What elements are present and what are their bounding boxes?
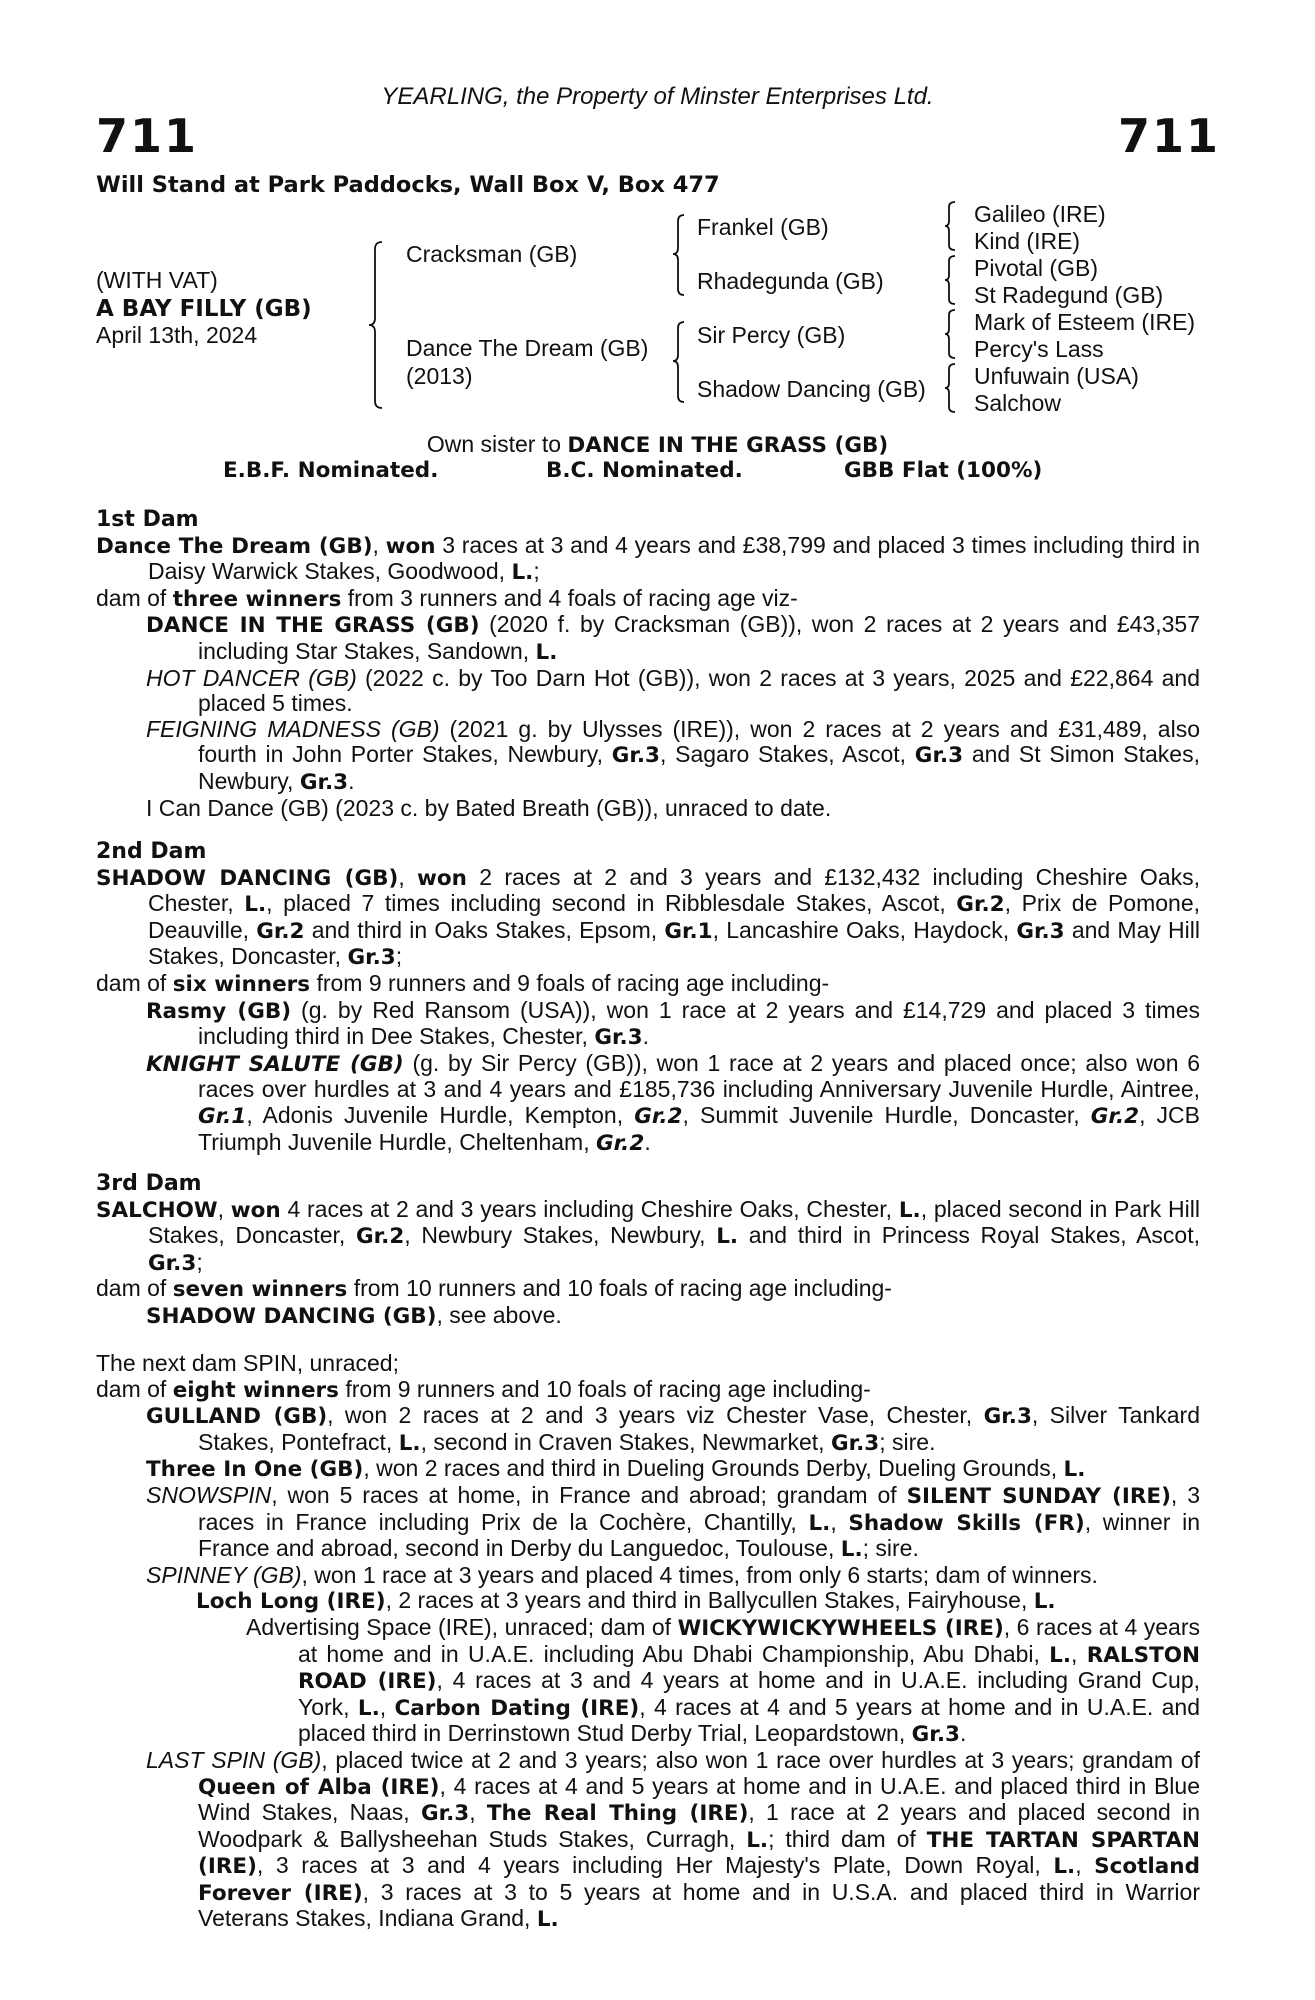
text: ; sire.	[862, 1535, 919, 1562]
grandproduce-entry	[96, 1588, 1200, 1615]
pedigree-dam-sire: Sir Percy (GB)	[697, 322, 846, 348]
text: .	[644, 1128, 651, 1155]
winners-count: three winners	[172, 586, 342, 612]
pedigree-bracket-g34	[944, 254, 958, 306]
second-dam-heading: 2nd Dam	[96, 839, 207, 864]
fourth-dam-section	[96, 1351, 1200, 1933]
won: won	[417, 865, 467, 891]
foaling-date: April 13th, 2024	[96, 322, 258, 348]
text: , won 2 races at 2 and 3 years viz Chester Vase, Chester,	[327, 1402, 984, 1429]
fourth-dam-intro: The next dam SPIN, unraced;	[96, 1350, 399, 1376]
stabling-info: Will Stand at Park Paddocks, Wall Box V, Box 477	[96, 172, 720, 198]
text: .	[348, 767, 355, 794]
text: and third in Princess Royal Stakes, Ascot,	[738, 1222, 1200, 1249]
listed-tag: L.	[511, 560, 534, 586]
own-sister-prefix: Own sister to	[426, 431, 568, 457]
descendant-name: RALSTON ROAD (IRE)	[298, 1642, 1201, 1695]
grade-tag: Gr.2	[596, 1130, 645, 1156]
pedigree-dam: Dance The Dream (GB)	[406, 335, 649, 361]
produce-name: HOT DANCER (GB)	[146, 664, 357, 691]
text: dam of	[96, 1275, 173, 1302]
grade-tag: Gr.3	[148, 1250, 197, 1276]
first-dam-name: Dance The Dream (GB)	[96, 533, 373, 559]
text: ; sire.	[879, 1428, 936, 1455]
descendant-name: Shadow Skills (FR)	[848, 1510, 1085, 1536]
grade-tag: Gr.3	[420, 1801, 470, 1827]
second-dam-name: SHADOW DANCING (GB)	[96, 865, 399, 891]
text: , Newbury Stakes, Newbury,	[404, 1222, 717, 1249]
text: , winner in France and abroad, second in Derby du Languedoc, Toulouse,	[198, 1508, 1200, 1562]
pedigree-sire: Cracksman (GB)	[406, 241, 578, 267]
produce-name: KNIGHT SALUTE (GB)	[146, 1051, 404, 1077]
text: , 4 races at 3 and 4 years at home and in U.A.E. including Grand Cup, York,	[298, 1667, 1200, 1720]
listed-tag: L.	[1033, 1589, 1056, 1615]
text: (2021 g. by Ulysses (IRE)), won 2 races at 2 years and £31,489, also fourth in John Porter Stakes, Newbury,	[198, 715, 1200, 768]
pedigree-bracket-sire	[672, 213, 688, 297]
text: , won 2 races and third in Dueling Grounds Derby, Dueling Grounds,	[363, 1455, 1064, 1482]
listed-tag: L.	[357, 1695, 380, 1721]
pedigree-bracket-g78	[944, 362, 958, 414]
pedigree-bracket-dam	[672, 320, 688, 404]
text: , Silver Tankard Stakes, Pontefract,	[198, 1402, 1200, 1455]
pedigree-bracket-g12	[944, 200, 958, 252]
first-dam-record: Dance The Dream (GB), won 3 races at 3 and 4 years and £38,799 and placed 3 times including third in Daisy Warwick Stakes, Goodwood, L.;	[96, 531, 1200, 586]
winners-count: seven winners	[172, 1277, 348, 1303]
text: , placed 7 times including second in Ribblesdale Stakes, Ascot,	[266, 890, 957, 917]
descendant-name: THE TARTAN SPARTAN (IRE)	[198, 1827, 1200, 1880]
text: dam of	[96, 584, 173, 611]
text: , won 1 race at 3 years and placed 4 times, from only 6 starts; dam of winners.	[301, 1561, 1098, 1588]
pedigree-bracket-main	[368, 240, 388, 410]
second-dam-record: SHADOW DANCING (GB), won 2 races at 2 and 3 years and £132,432 including Cheshire Oaks, Chester, L., placed 7 times including second in Ribblesdale Stakes, Ascot, Gr.2, Prix de Pomone, Deauville, Gr.2 and third in Oaks Stakes, Epsom, Gr.1, Lancashire Oaks, Haydock, Gr.3 and May Hill Stakes, Doncaster, Gr.3;	[96, 863, 1201, 971]
text: from 9 runners and 9 foals of racing age including-	[310, 969, 830, 996]
text: from 10 runners and 10 foals of racing age including-	[347, 1275, 892, 1302]
pedigree-g8: Salchow	[974, 390, 1061, 416]
pedigree-bracket-g56	[944, 308, 958, 360]
text: , Prix de Pomone, Deauville,	[148, 890, 1201, 943]
produce-entry	[96, 1456, 1200, 1483]
text: , Lancashire Oaks, Haydock,	[712, 916, 1017, 943]
pedigree-g5: Mark of Esteem (IRE)	[974, 309, 1196, 335]
produce-name: LAST SPIN (GB)	[146, 1746, 322, 1773]
text: ,	[1075, 1852, 1095, 1879]
grade-tag: Gr.3	[914, 743, 964, 769]
text: (g. by Red Ransom (USA)), won 1 race at 2 years and £14,729 and placed 3 times including third in Dee Stakes, Chester,	[198, 996, 1201, 1050]
first-dam-produce-summary	[96, 586, 1200, 613]
descendant-name: The Real Thing (IRE)	[486, 1801, 749, 1827]
text: , 2 races at 3 years and third in Ballycullen Stakes, Fairyhouse,	[385, 1587, 1034, 1614]
grade-tag: Gr.1	[664, 918, 713, 944]
text: (g. by Sir Percy (GB)), won 1 race at 2 years and placed once; also won 6 races over hurdles at 3 and 4 years and £185,736 including Anniversary Juvenile Hurdle, Aintree,	[198, 1049, 1200, 1103]
pedigree-g1: Galileo (IRE)	[974, 201, 1106, 227]
listed-tag: L.	[716, 1224, 739, 1250]
text: ;	[533, 558, 540, 585]
grandproduce-entry	[96, 1615, 1200, 1748]
text: , Sagaro Stakes, Ascot,	[660, 741, 915, 768]
ebf-nominated: E.B.F. Nominated.	[223, 458, 439, 483]
own-sister-note	[0, 432, 1315, 459]
bc-nominated: B.C. Nominated.	[546, 458, 743, 483]
horse-name: A BAY FILLY (GB)	[96, 296, 312, 322]
text: .	[959, 1720, 967, 1747]
text: , see above.	[436, 1301, 562, 1328]
sale-subtitle: YEARLING, the Property of Minster Enterprises Ltd.	[381, 83, 934, 110]
grade-tag: Gr.3	[911, 1722, 960, 1748]
grade-tag: Gr.2	[1090, 1103, 1140, 1129]
text: from 9 runners and 10 foals of racing age including-	[338, 1375, 871, 1402]
produce-name: DANCE IN THE GRASS (GB)	[146, 613, 480, 639]
text: (2020 f. by Cracksman (GB)), won 2 races at 2 years and £43,357 including Star Stakes, Sandown,	[198, 611, 1200, 664]
text: ; third dam of	[768, 1825, 927, 1852]
text: and St Simon Stakes, Newbury,	[198, 741, 1200, 794]
text: , 1 race at 2 years and placed second in Woodpark & Ballysheehan Studs Stakes, Curragh,	[198, 1799, 1200, 1852]
produce-entry	[96, 1303, 1200, 1330]
third-dam-name: SALCHOW	[96, 1197, 218, 1223]
pedigree-g4: St Radegund (GB)	[974, 282, 1164, 308]
second-dam-produce-summary	[96, 971, 1200, 998]
won: won	[230, 1197, 281, 1223]
grade-tag: Gr.3	[347, 945, 396, 971]
text: 4 races at 2 and 3 years including Cheshire Oaks, Chester,	[280, 1195, 899, 1222]
text: , 3 races at 3 and 4 years including Her Majesty's Plate, Down Royal,	[256, 1852, 1054, 1879]
text: Advertising Space (IRE), unraced; dam of	[246, 1613, 678, 1640]
listed-tag: L.	[746, 1827, 769, 1853]
descendant-name: WICKYWICKYWHEELS (IRE)	[677, 1615, 1004, 1641]
produce-entry	[96, 666, 1200, 717]
text: , placed twice at 2 and 3 years; also won 1 race over hurdles at 3 years; grandam of	[321, 1746, 1200, 1773]
listed-tag: L.	[898, 1197, 921, 1223]
text: , won 5 races at home, in France and abroad; grandam of	[271, 1481, 907, 1508]
pedigree-g2: Kind (IRE)	[974, 228, 1081, 254]
listed-tag: L.	[808, 1510, 831, 1536]
winners-count: six winners	[172, 971, 311, 997]
produce-name: SPINNEY (GB)	[146, 1561, 302, 1588]
own-sister-name: DANCE IN THE GRASS (GB)	[567, 433, 889, 458]
produce-entry	[96, 612, 1200, 665]
fourth-dam-produce-summary	[96, 1377, 1200, 1404]
text: .	[642, 1023, 650, 1050]
text: ,	[830, 1508, 849, 1535]
descendant-name: Scotland Forever (IRE)	[198, 1854, 1200, 1906]
produce-name: FEIGNING MADNESS (GB)	[146, 715, 440, 742]
text: , Summit Juvenile Hurdle, Doncaster,	[682, 1101, 1091, 1128]
text: , 4 races at 4 and 5 years at home and in U.A.E. and placed third in Blue Wind Stakes, Naas,	[198, 1772, 1201, 1826]
grade-tag: Gr.3	[299, 769, 349, 795]
listed-tag: L.	[244, 892, 267, 918]
text: , 3 races in France including Prix de la Cochère, Chantilly,	[198, 1481, 1201, 1535]
text: , placed second in Park Hill Stakes, Doncaster,	[148, 1195, 1201, 1249]
text: ,	[1071, 1640, 1087, 1667]
text: , second in Craven Stakes, Newmarket,	[420, 1428, 831, 1455]
grade-tag: Gr.3	[1016, 918, 1065, 944]
text: ,	[379, 1693, 395, 1720]
grade-tag: Gr.3	[594, 1025, 643, 1051]
produce-entry	[96, 1748, 1200, 1933]
text: ,	[469, 1799, 487, 1826]
pedigree-dam-year: (2013)	[406, 363, 473, 389]
first-dam-won: won	[385, 533, 436, 559]
first-dam-section	[96, 507, 1200, 821]
pedigree-g3: Pivotal (GB)	[974, 255, 1098, 281]
produce-name: SHADOW DANCING (GB)	[146, 1303, 437, 1329]
pedigree-dam-dam: Shadow Dancing (GB)	[697, 376, 926, 402]
text: and third in Oaks Stakes, Epsom,	[304, 916, 665, 943]
pedigree-sire-dam: Rhadegunda (GB)	[697, 268, 884, 294]
listed-tag: L.	[840, 1537, 863, 1563]
third-dam-record: SALCHOW, won 4 races at 2 and 3 years including Cheshire Oaks, Chester, L., placed second in Park Hill Stakes, Doncaster, Gr.2, Newbury Stakes, Newbury, L. and third in Princess Royal Stakes, Ascot, Gr.3;	[96, 1195, 1201, 1276]
grade-tag: Gr.2	[256, 918, 305, 944]
listed-tag: L.	[1053, 1854, 1076, 1880]
produce-name: Three In One (GB)	[146, 1457, 364, 1483]
descendant-name: Loch Long (IRE)	[196, 1589, 386, 1615]
pedigree-g6: Percy's Lass	[974, 336, 1104, 362]
winners-count: eight winners	[172, 1377, 339, 1403]
produce-entry	[96, 717, 1200, 796]
produce-entry: I Can Dance (GB) (2023 c. by Bated Breath (GB)), unraced to date.	[146, 794, 832, 821]
grade-tag: Gr.3	[983, 1404, 1032, 1430]
second-dam-section	[96, 839, 1200, 1156]
third-dam-heading: 3rd Dam	[96, 1171, 202, 1196]
produce-entry	[96, 998, 1200, 1051]
descendant-name: SILENT SUNDAY (IRE)	[906, 1483, 1171, 1509]
gbb-flat: GBB Flat (100%)	[844, 458, 1043, 483]
text: dam of	[96, 1375, 173, 1402]
produce-entry	[96, 1051, 1200, 1156]
listed-tag: L.	[398, 1430, 421, 1456]
vat-note: (WITH VAT)	[96, 267, 218, 293]
descendant-name: Carbon Dating (IRE)	[394, 1695, 640, 1721]
text: 3 races at 3 and 4 years and £38,799 and placed 3 times including third in Daisy Warwick Stakes, Goodwood,	[148, 531, 1200, 585]
third-dam-produce-summary	[96, 1276, 1200, 1303]
text: , 6 races at 4 years at home and in U.A.E. including Abu Dhabi Championship, Abu Dhabi,	[298, 1613, 1200, 1667]
pedigree-g7: Unfuwain (USA)	[974, 363, 1139, 389]
grade-tag: Gr.2	[634, 1103, 683, 1129]
text: (2022 c. by Too Darn Hot (GB)), won 2 races at 3 years, 2025 and £22,864 and placed 5 times.	[198, 664, 1201, 717]
produce-entry	[96, 1483, 1200, 1563]
third-dam-section	[96, 1171, 1200, 1330]
text: , 4 races at 4 and 5 years at home and in U.A.E. and placed third in Derrinstown Stud Derby Trial, Leopardstown,	[298, 1693, 1201, 1747]
grade-tag: Gr.2	[956, 892, 1005, 918]
text: from 3 runners and 4 foals of racing age viz-	[341, 584, 798, 611]
produce-name: Rasmy (GB)	[146, 998, 292, 1024]
listed-tag: L.	[536, 1907, 559, 1933]
descendant-name: Queen of Alba (IRE)	[198, 1774, 440, 1800]
lot-number-right: 711	[1118, 109, 1221, 163]
text: , Adonis Juvenile Hurdle, Kempton,	[246, 1101, 635, 1128]
listed-tag: L.	[1063, 1457, 1086, 1483]
text: , 3 races at 3 to 5 years at home and in U.S.A. and placed third in Warrior Veterans Stakes, Indiana Grand,	[198, 1878, 1200, 1932]
grade-tag: Gr.2	[355, 1224, 405, 1250]
produce-name: SNOWSPIN	[146, 1481, 272, 1508]
lot-number-left: 711	[96, 109, 199, 163]
text: ;	[395, 943, 403, 970]
text: dam of	[96, 969, 173, 996]
grade-tag: Gr.3	[830, 1430, 880, 1456]
text: and May Hill Stakes, Doncaster,	[148, 916, 1201, 970]
text: ;	[196, 1248, 203, 1275]
produce-name: GULLAND (GB)	[146, 1404, 328, 1430]
grade-tag: Gr.3	[611, 743, 660, 769]
produce-entry	[96, 1563, 1200, 1589]
pedigree-sire-sire: Frankel (GB)	[697, 214, 829, 240]
first-dam-heading: 1st Dam	[96, 507, 199, 532]
listed-tag: L.	[1049, 1642, 1072, 1668]
text: , JCB Triumph Juvenile Hurdle, Cheltenham,	[198, 1101, 1201, 1155]
text: 2 races at 2 and 3 years and £132,432 including Cheshire Oaks, Chester,	[148, 863, 1201, 917]
listed-tag: L.	[535, 639, 558, 665]
grade-tag: Gr.1	[198, 1103, 247, 1129]
produce-entry	[96, 1403, 1200, 1456]
